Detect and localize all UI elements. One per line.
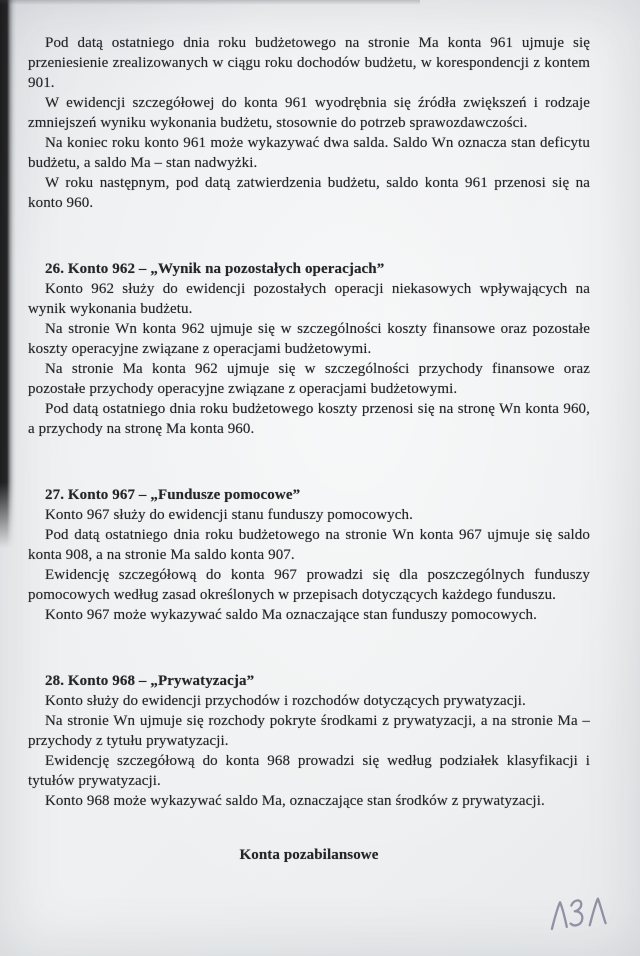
paragraph: Ewidencję szczegółową do konta 967 prowadzi się dla poszczególnych funduszy pomocowych według zasad określonych w przepisach dotyczących każdego funduszu. [28, 567, 590, 603]
paragraph: Pod datą ostatniego dnia roku budżetowego na stronie Ma konta 961 ujmuje się przeniesienie zrealizowanych w ciągu roku dochodów budżetu, w korespondencji z kontem 901. [28, 35, 590, 91]
scan-edge-artifact [0, 0, 16, 548]
section-heading: 26. Konto 962 – „Wynik na pozostałych operacjach” [45, 261, 385, 277]
paragraph: Na stronie Wn konta 962 ujmuje się w szczególności koszty finansowe oraz pozostałe koszty operacyjne związane z operacjami budżetowymi. [28, 321, 590, 357]
section-konto-961-continued [28, 33, 590, 213]
section-konto-962 [28, 259, 590, 439]
paragraph: Konto 962 służy do ewidencji pozostałych operacji niekasowych wpływających na wynik wykonania budżetu. [28, 281, 590, 317]
paragraph: Konto 967 służy do ewidencji stanu funduszy pomocowych. [45, 507, 413, 523]
document-text-block [28, 0, 590, 865]
paragraph: Na stronie Wn ujmuje się rozchody pokryte środkami z prywatyzacji, a na stronie Ma – przychody z tytułu prywatyzacji. [28, 713, 590, 749]
handwriting-strokes [547, 892, 612, 938]
paragraph: Konto 967 może wykazywać saldo Ma oznaczające stan funduszy pomocowych. [45, 607, 537, 623]
paragraph: Konto 968 może wykazywać saldo Ma, oznaczające stan środków z prywatyzacji. [45, 793, 545, 809]
section-heading: 28. Konto 968 – „Prywatyzacja” [45, 673, 255, 689]
center-heading-konta-pozabilansowe: Konta pozabilansowe [239, 847, 379, 863]
section-heading: 27. Konto 967 – „Fundusze pomocowe” [45, 487, 301, 503]
paragraph: Pod datą ostatniego dnia roku budżetowego na stronie Wn konta 967 ujmuje się saldo konta 908, a na stronie Ma saldo konta 907. [28, 527, 590, 563]
section-konto-968 [28, 671, 590, 811]
paragraph: W ewidencji szczegółowej do konta 961 wyodrębnia się źródła zwiększeń i rodzaje zmniejszeń wyniku wykonania budżetu, stosownie do potrzeb sprawozdawczości. [28, 95, 590, 131]
handwritten-page-number-value [550, 938, 551, 939]
paragraph: Pod datą ostatniego dnia roku budżetowego koszty przenosi się na stronę Wn konta 960, a przychody na stronę Ma konta 960. [28, 401, 590, 437]
paragraph: Ewidencję szczegółową do konta 968 prowadzi się według podziałek klasyfikacji i tytułów prywatyzacji. [28, 753, 590, 789]
paragraph: W roku następnym, pod datą zatwierdzenia budżetu, saldo konta 961 przenosi się na konto 960. [28, 175, 590, 211]
paragraph: Na koniec roku konto 961 może wykazywać dwa salda. Saldo Wn oznacza stan deficytu budżetu, a saldo Ma – stan nadwyżki. [28, 135, 590, 171]
section-konto-967 [28, 485, 590, 625]
handwritten-page-number [547, 892, 612, 938]
paragraph: Konto służy do ewidencji przychodów i rozchodów dotyczących prywatyzacji. [45, 693, 526, 709]
paragraph: Na stronie Ma konta 962 ujmuje się w szczególności przychody finansowe oraz pozostałe przychody operacyjne związane z operacjami budżetowymi. [28, 361, 590, 397]
